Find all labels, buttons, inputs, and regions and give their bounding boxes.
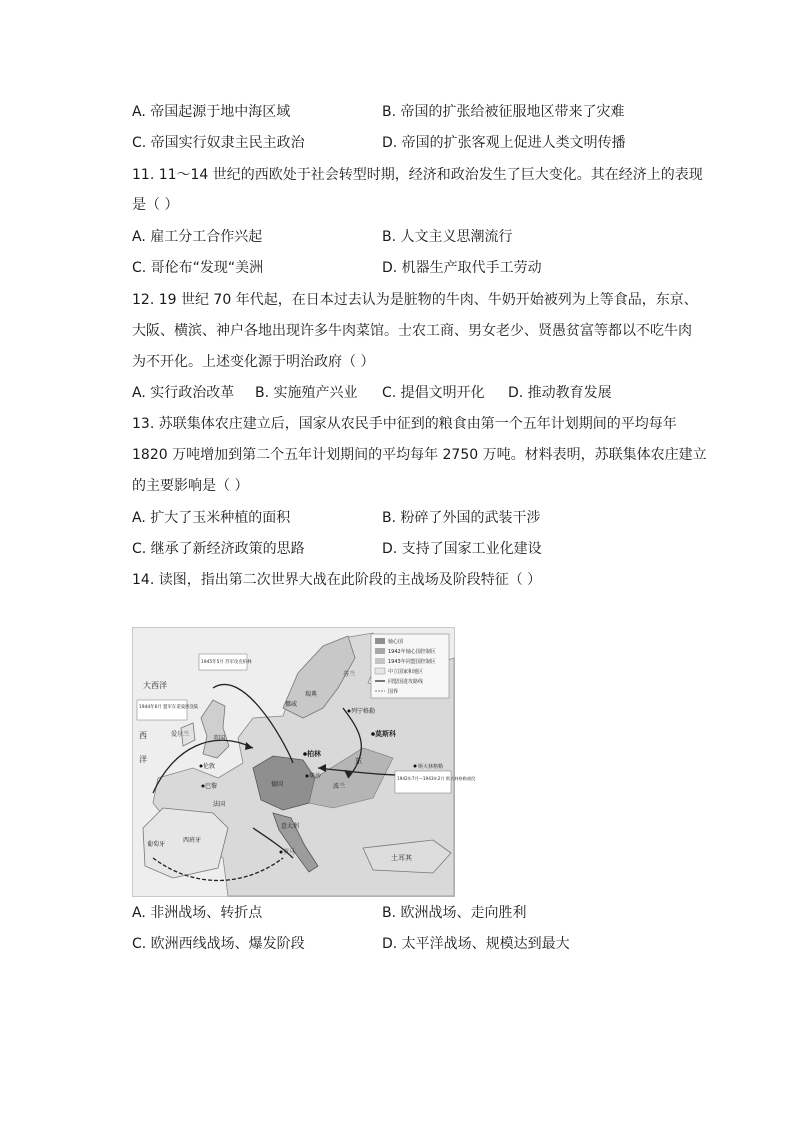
legend-swatch-1942 — [375, 648, 385, 654]
city-dot-moscow — [371, 732, 375, 736]
q13-stem-line3: 的主要影响是（ ） — [132, 478, 249, 494]
q11-option-a: A. 雇工分工合作兴起 — [132, 229, 263, 245]
q14-option-d: D. 太平洋战场、规模达到最大 — [382, 936, 570, 952]
ww2-europe-map — [132, 627, 476, 897]
label-paris: 巴黎 — [205, 783, 218, 790]
q11-option-d: D. 机器生产取代手工劳动 — [382, 260, 542, 276]
city-dot-berlin — [303, 752, 307, 756]
label-atlantic: 大西洋 — [143, 681, 167, 690]
q12-stem-line3: 为不开化。上述变化源于明治政府（ ） — [132, 354, 375, 370]
label-ireland: 爱尔兰 — [171, 731, 190, 738]
city-dot-stalingrad — [414, 765, 417, 768]
label-berlin: 柏林 — [307, 750, 321, 758]
q12-option-a: A. 实行政治改革 — [132, 385, 235, 401]
label-norway: 挪威 — [285, 701, 298, 708]
legend-item-5: 国界 — [388, 689, 399, 695]
city-dot-warsaw — [306, 775, 309, 778]
q12-stem-line1: 12. 19 世纪 70 年代起，在日本过去认为是脏物的牛肉、牛奶开始被列为上等食品，东京、 — [132, 292, 698, 308]
q12-option-b: B. 实施殖产兴业 — [255, 385, 358, 401]
q13-stem-line2: 1820 万吨增加到第二个五年计划期间的平均每年 2750 万吨。材料表明，苏联集体农庄建立 — [132, 447, 707, 463]
label-london: 伦敦 — [203, 763, 216, 770]
note-berlin-date: 1945年5月 苏军攻克柏林 — [201, 660, 252, 665]
legend-item-3: 中立国家和地区 — [388, 669, 424, 675]
note-stalingrad-date: 1942年7月—1943年2月 斯大林格勒战役 — [397, 776, 476, 781]
city-dot-rome — [280, 851, 283, 854]
q10-option-b: B. 帝国的扩张给被征服地区带来了灾难 — [382, 104, 625, 120]
legend-swatch-neutral — [375, 668, 385, 674]
label-turkey: 土耳其 — [391, 854, 412, 862]
q13-option-d: D. 支持了国家工业化建设 — [382, 541, 542, 557]
legend-swatch-1943 — [375, 658, 385, 664]
label-spain: 西班牙 — [183, 837, 202, 844]
legend-item-1: 1942年轴心国控制区 — [388, 649, 436, 655]
city-dot-london — [200, 765, 203, 768]
city-dot-leningrad — [348, 710, 351, 713]
legend-swatch-axis — [375, 638, 385, 644]
label-poland: 波兰 — [333, 783, 346, 790]
q10-option-d: D. 帝国的扩张客观上促进人类文明传播 — [382, 135, 626, 151]
note-normandy: 1944年6月 盟军在诺曼底登陆 — [139, 705, 199, 710]
note-box-stalingrad — [395, 771, 451, 793]
q11-option-c: C. 哥伦布“发现“美洲 — [132, 260, 264, 276]
q10-option-a: A. 帝国起源于地中海区域 — [132, 104, 291, 120]
q11-option-b: B. 人文主义思潮流行 — [382, 229, 513, 245]
label-germany: 德国 — [271, 781, 284, 788]
city-dot-paris — [202, 785, 205, 788]
q13-option-c: C. 继承了新经济政策的思路 — [132, 541, 305, 557]
q12-option-d: D. 推动教育发展 — [508, 385, 612, 401]
label-stalingrad: 斯大林格勒 — [418, 764, 444, 770]
q11-stem-line2: 是（ ） — [132, 197, 179, 213]
label-sweden: 瑞典 — [305, 691, 318, 698]
label-france: 法国 — [213, 801, 226, 808]
q12-option-c: C. 提倡文明开化 — [382, 385, 485, 401]
q13-option-a: A. 扩大了玉米种植的面积 — [132, 510, 291, 526]
label-warsaw: 华沙 — [309, 773, 322, 780]
label-west: 西 — [139, 731, 147, 740]
legend-item-0: 轴心国 — [388, 639, 404, 645]
map-svg — [133, 628, 476, 896]
q10-option-c: C. 帝国实行奴隶主民主政治 — [132, 135, 305, 151]
legend-item-4: 同盟国进攻路线 — [388, 679, 424, 685]
q13-option-b: B. 粉碎了外国的武装干涉 — [382, 510, 541, 526]
q14-option-b: B. 欧洲战场、走向胜利 — [382, 905, 527, 921]
label-yang: 洋 — [139, 755, 147, 764]
q14-stem-line1: 14. 读图，指出第二次世界大战在此阶段的主战场及阶段特征（ ） — [132, 572, 542, 588]
label-leningrad: 列宁格勒 — [351, 708, 376, 715]
q14-option-a: A. 非洲战场、转折点 — [132, 905, 263, 921]
label-rome: 罗马 — [283, 849, 296, 856]
q12-stem-line2: 大阪、横滨、神户各地出现许多牛肉菜馆。士农工商、男女老少、贤愚贫富等都以不吃牛肉 — [132, 323, 692, 339]
label-portugal: 葡萄牙 — [147, 841, 166, 848]
q11-stem-line1: 11. 11～14 世纪的西欧处于社会转型时期，经济和政治发生了巨大变化。其在经济上的表现 — [132, 167, 703, 183]
label-britain: 英国 — [213, 735, 226, 742]
label-italy: 意大利 — [281, 823, 300, 830]
label-east-front: 东 — [355, 757, 362, 765]
legend-item-2: 1943年同盟国控制区 — [388, 659, 436, 665]
q13-stem-line1: 13. 苏联集体农庄建立后，国家从农民手中征到的粮食由第一个五年计划期间的平均每年 — [132, 416, 677, 432]
note-box-normandy — [137, 700, 187, 720]
label-finland: 芬兰 — [343, 671, 356, 678]
label-moscow: 莫斯科 — [375, 730, 396, 738]
q14-option-c: C. 欧洲西线战场、爆发阶段 — [132, 936, 305, 952]
